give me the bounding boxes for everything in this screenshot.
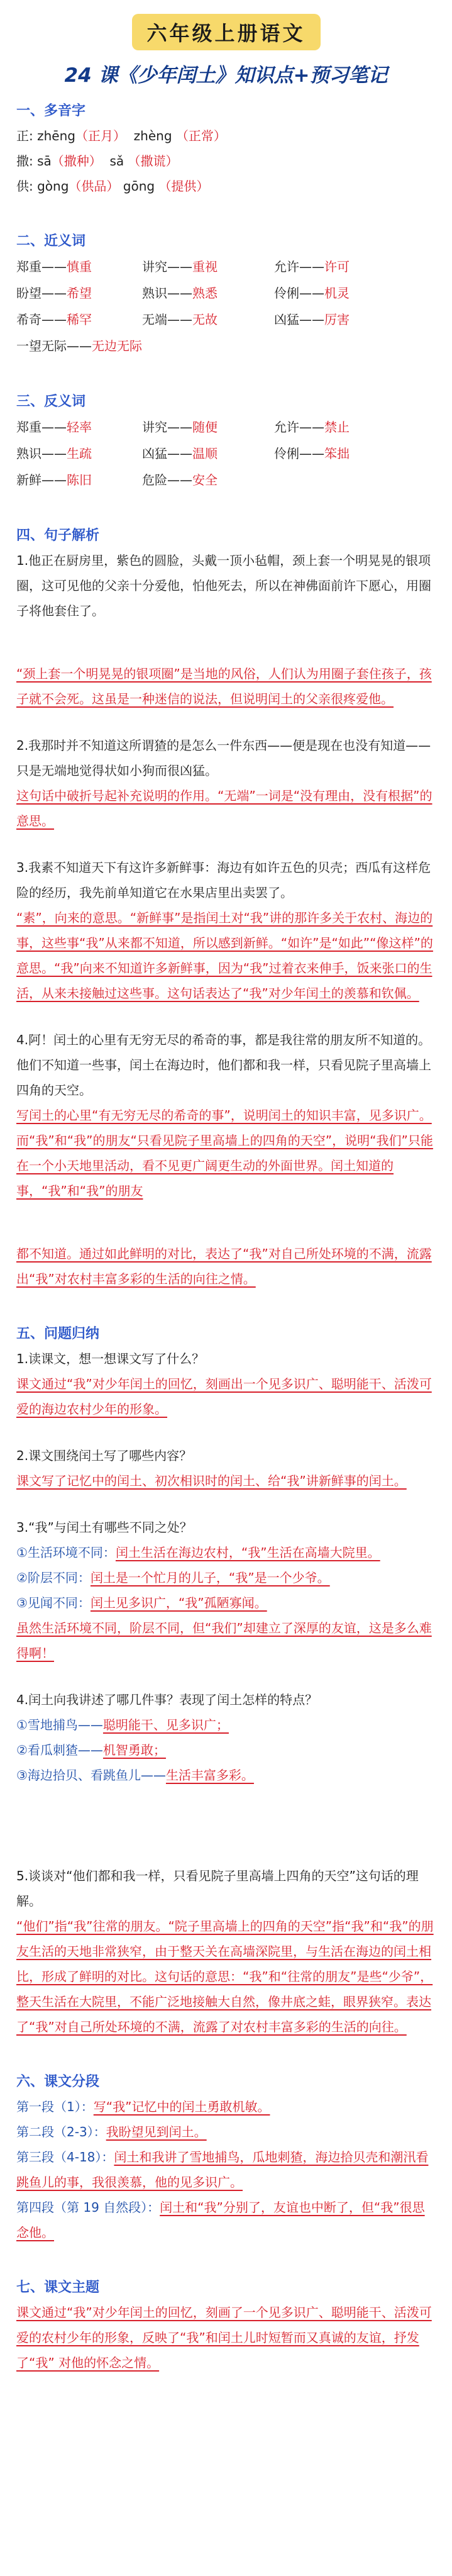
word-pair: 新鲜——陈旧: [16, 472, 92, 488]
question: 5.谈谈对“他们都和我一样，只看见院子里高墙上四角的天空”这句话的理解。: [16, 1868, 419, 1909]
word-pair: 危险——安全: [142, 472, 218, 488]
question: 2.课文围绕闰土写了哪些内容？: [16, 1448, 192, 1463]
paragraph-segment: 第三段（4-18）：闰土和我讲了雪地捕鸟，瓜地刺猹，海边拾贝壳和潮汛看跳鱼儿的事，我很羡慕，他的见多识广。: [16, 2149, 429, 2190]
word-pair: 郑重——慎重: [16, 259, 92, 274]
answer-item: ①雪地捕鸟——聪明能干、见多识广；: [16, 1717, 229, 1732]
word-pair: 允许——许可: [274, 259, 350, 274]
word-pair: 允许——禁止: [274, 420, 350, 435]
answer: 课文通过“我”对少年闰土的回忆，刻画出一个见多识广、聪明能干、活泼可爱的海边农村少年的形象。: [16, 1376, 432, 1417]
answer-item: ①生活环境不同：闰土生活在海边农村，“我”生活在高墙大院里。: [16, 1545, 380, 1560]
synonym-grid: [16, 254, 436, 359]
word-pair: 讲究——随便: [142, 420, 218, 435]
polyphone-item: 供: gòng（供品） gōng （提供）: [16, 179, 209, 194]
sentence-quote: 3.我素不知道天下有这许多新鲜事：海边有如许五色的贝壳；西瓜有这样危险的经历，我先前单知道它在水果店里出卖罢了。: [16, 860, 431, 900]
word-pair: 伶俐——机灵: [274, 286, 350, 301]
polyphone-item: 撒: sā（撒种） sǎ （撒谎）: [16, 153, 179, 169]
answer-item: ③见闻不同：闰土见多识广，“我”孤陋寡闻。: [16, 1595, 267, 1610]
paragraph-segment: 第二段（2-3）：我盼望见到闰土。: [16, 2124, 207, 2139]
antonym-grid: [16, 414, 436, 493]
paragraph-segment: 第四段（第 19 自然段）：闰土和“我”分别了，友谊也中断了，但“我”很思念他。: [16, 2200, 425, 2240]
notes-page: [0, 14, 452, 2576]
sentence-analysis-continued: 都不知道。通过如此鲜明的对比，表达了“我”对自己所处环境的不满，流露出“我”对农村丰富多彩的生活的向往之情。: [16, 1246, 432, 1286]
section-heading-synonyms: 二、近义词: [16, 233, 86, 249]
answer-item: ③海边拾贝、看跳鱼儿——生活丰富多彩。: [16, 1768, 254, 1783]
word-pair: 凶猛——温顺: [142, 446, 218, 461]
title-banner: 六年级上册语文: [132, 14, 321, 50]
answer: “他们”指“我”往常的朋友。“院子里高墙上的四角的天空”指“我”和“我”的朋友生活的天地非常狭窄，由于整天关在高墙深院里，与生活在海边的闰土相比，形成了鲜明的对比。这句话的意思：“我”和“往常的朋友”是些“少爷”，整天生活在大院里，不能广泛地接触大自然，像井底之蛙，眼界狭窄。表达了“我”对自己所处环境的不满，流露了对农村丰富多彩的生活的向往。: [16, 1919, 434, 2034]
sentence-analysis: 这句话中破折号起补充说明的作用。“无端”一词是“没有理由，没有根据”的意思。: [16, 788, 433, 828]
sentence-analysis: “素”，向来的意思。“新鲜事”是指闰土对“我”讲的那许多关于农村、海边的事，这些事“我”从来都不知道，所以感到新鲜。“如许”是“如此”“像这样”的意思。“我”向来不知道许多新鲜事，因为“我”过着衣来伸手，饭来张口的生活，从来未接触过这些事。这句话表达了“我”对少年闰土的羡慕和钦佩。: [16, 910, 433, 1001]
word-pair: 熟识——生疏: [16, 446, 92, 461]
word-pair: 希奇——稀罕: [16, 312, 92, 327]
answer-summary: 虽然生活环境不同，阶层不同，但“我们”却建立了深厚的友谊，这是多么难得啊！: [16, 1620, 432, 1661]
answer-item: ②看瓜刺猹——机智勇敢；: [16, 1742, 166, 1758]
word-pair: 熟识——熟悉: [142, 286, 218, 301]
polyphone-item: 正: zhēng（正月） zhèng （正常）: [16, 128, 226, 143]
sentence-analysis: 写闰土的心里“有无穷无尽的希奇的事”，说明闰土的知识丰富，见多识广。而“我”和“我”的朋友“只看见院子里高墙上的四角的天空”，说明“我们”只能在一个小天地里活动，看不见更广阔更生动的外面世界。闰土知道的事，“我”和“我”的朋友: [16, 1108, 433, 1198]
section-heading-polyphones: 一、多音字: [16, 103, 86, 119]
answer-item: ②阶层不同：闰土是一个忙月的儿子，“我”是一个少爷。: [16, 1570, 330, 1585]
page-subtitle: 24 课《少年闰土》知识点+预习笔记: [64, 64, 388, 87]
sentence-quote: 1.他正在厨房里，紫色的圆脸，头戴一顶小毡帽，颈上套一个明晃晃的银项圈，这可见他的父亲十分爱他，怕他死去，所以在神佛面前许下愿心，用圈子将他套住了。: [16, 553, 431, 618]
section-heading-sentence-analysis: 四、句子解析: [16, 528, 100, 544]
section-heading-questions: 五、问题归纳: [16, 1326, 100, 1342]
question: 3.“我”与闰土有哪些不同之处？: [16, 1520, 192, 1535]
question: 1.读课文，想一想课文写了什么？: [16, 1351, 205, 1366]
section-heading-theme: 七、课文主题: [16, 2280, 100, 2295]
sentence-quote: 4.阿！闰土的心里有无穷无尽的希奇的事，都是我往常的朋友所不知道的。他们不知道一些事，闰土在海边时，他们都和我一样，只看见院子里高墙上四角的天空。: [16, 1032, 431, 1098]
word-pair: 凶猛——厉害: [274, 312, 350, 327]
word-pair: 讲究——重视: [142, 259, 218, 274]
word-pair: 盼望——希望: [16, 286, 92, 301]
sentence-quote: 2.我那时并不知道这所谓猹的是怎么一件东西——便是现在也没有知道——只是无端地觉得状如小狗而很凶猛。: [16, 738, 431, 778]
question: 4.闰土向我讲述了哪几件事？表现了闰土怎样的特点？: [16, 1692, 318, 1707]
word-pair: 一望无际——无边无际: [16, 338, 142, 354]
answer: 课文写了记忆中的闰土、初次相识时的闰土、给“我”讲新鲜事的闰土。: [16, 1473, 407, 1488]
theme-text: 课文通过“我”对少年闰土的回忆，刻画了一个见多识广、聪明能干、活泼可爱的农村少年的形象，反映了“我”和闰土儿时短暂而又真诚的友谊，抒发了“我” 对他的怀念之情。: [16, 2305, 432, 2370]
word-pair: 郑重——轻率: [16, 420, 92, 435]
section-heading-antonyms: 三、反义词: [16, 394, 86, 410]
section-heading-paragraphs: 六、课文分段: [16, 2074, 100, 2090]
sentence-analysis: “颈上套一个明晃晃的银项圈”是当地的风俗，人们认为用圈子套住孩子，孩子就不会死。这虽是一种迷信的说法，但说明闰土的父亲很疼爱他。: [16, 666, 432, 706]
paragraph-segment: 第一段（1）：写“我”记忆中的闰土勇敢机敏。: [16, 2099, 270, 2114]
polyphone-list: [16, 123, 436, 199]
word-pair: 伶俐——笨拙: [274, 446, 350, 461]
word-pair: 无端——无故: [142, 312, 218, 327]
